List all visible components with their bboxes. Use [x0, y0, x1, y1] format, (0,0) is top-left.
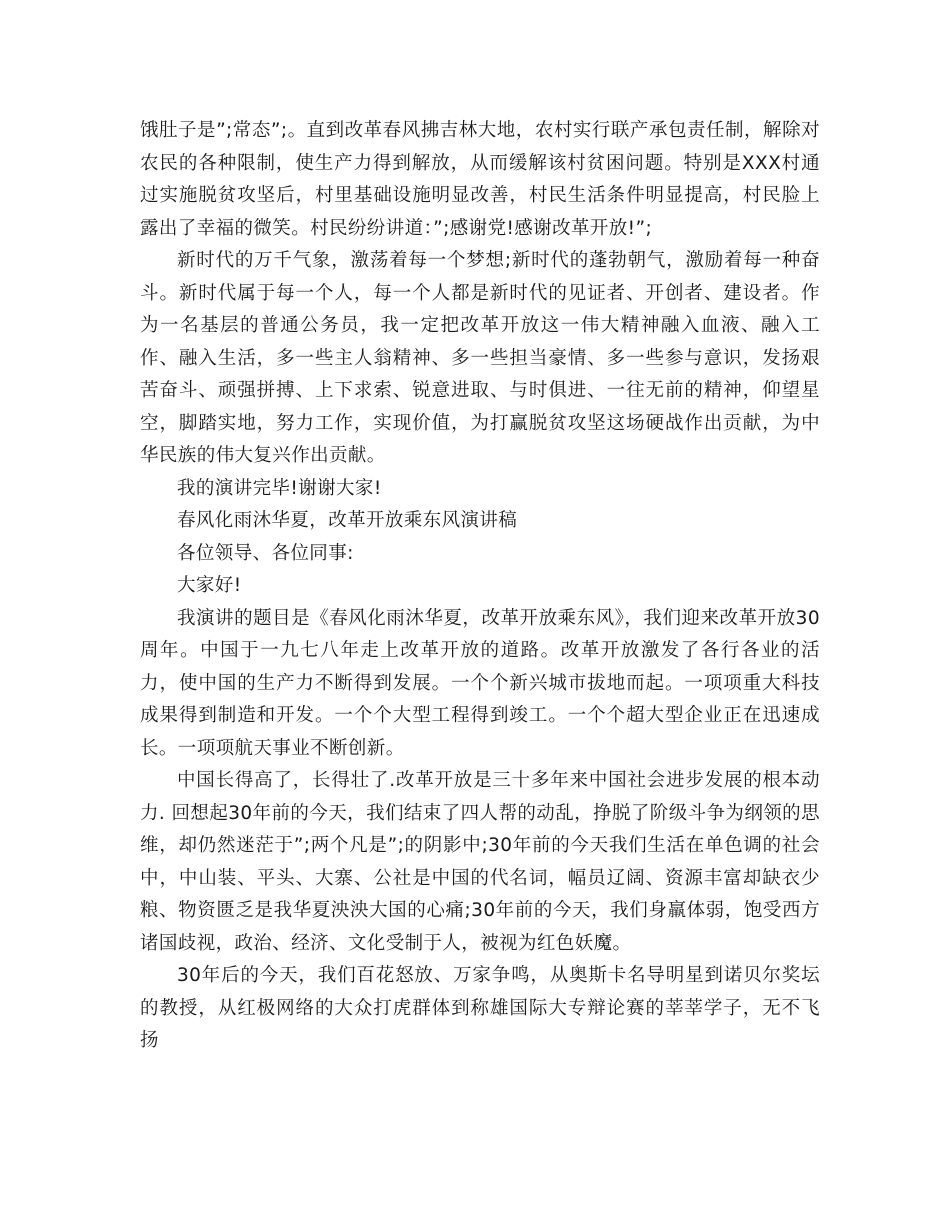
- paragraph: 新时代的万千气象，激荡着每一个梦想;新时代的蓬勃朝气，激励着每一种奋斗。新时代属于每一个人，每一个人都是新时代的见证者、开创者、建设者。作为一名基层的普通公务员，我一定把改革开放这一伟大精神融入血液、融入工作、融入生活，多一些主人翁精神、多一些担当豪情、多一些参与意识，发扬艰苦奋斗、顽强拼搏、上下求索、锐意进取、与时俱进、一往无前的精神，仰望星空，脚踏实地，努力工作，实现价值，为打赢脱贫攻坚这场硬战作出贡献，为中华民族的伟大复兴作出贡献。: [140, 250, 820, 466]
- paragraph: 中国长得高了，长得壮了.改革开放是三十多年来中国社会进步发展的根本动力. 回想起30年前的今天，我们结束了四人帮的动乱，挣脱了阶级斗争为纲领的思维，却仍然迷茫于”;两个凡是”;的阴影中;30年前的今天我们生活在单色调的社会中，中山装、平头、大寨、公社是中国的代名词，幅员辽阔、资源丰富却缺衣少粮、物资匮乏是我华夏泱泱大国的心痛;30年前的今天，我们身羸体弱，饱受西方诸国歧视，政治、经济、文化受制于人，被视为红色妖魔。: [140, 770, 820, 954]
- salutation: 各位领导、各位同事:: [177, 542, 354, 564]
- greeting: 大家好!: [177, 575, 242, 596]
- paragraph: 我演讲的题目是《春风化雨沐华夏，改革开放乘东风》，我们迎来改革开放30周年。中国于一九七八年走上改革开放的道路。改革开放激发了各行各业的活力，使中国的生产力不断得到发展。一个个新兴城市拔地而起。一项项重大科技成果得到制造和开发。一个个大型工程得到竣工。一个个超大型企业正在迅速成长。一项项航天事业不断创新。: [140, 607, 820, 759]
- paragraph: 30年后的今天，我们百花怒放、万家争鸣，从奥斯卡名导明星到诺贝尔奖坛的教授，从红极网络的大众打虎群体到称雄国际大专辩论赛的莘莘学子，无不飞扬: [140, 965, 820, 1051]
- speech-title: 春风化雨沐华夏，改革开放乘东风演讲稿: [177, 510, 518, 531]
- paragraph: 饿肚子是”;常态”;。直到改革春风拂吉林大地，农村实行联产承包责任制，解除对农民的各种限制，使生产力得到解放，从而缓解该村贫困问题。特别是XXX村通过实施脱贫攻坚后，村里基础设施明显改善，村民生活条件明显提高，村民脸上露出了幸福的微笑。村民纷纷讲道：”;感谢党!感谢改革开放!”;: [140, 120, 820, 239]
- document-body: [140, 115, 820, 1058]
- paragraph-closing: 我的演讲完毕!谢谢大家!: [177, 477, 382, 499]
